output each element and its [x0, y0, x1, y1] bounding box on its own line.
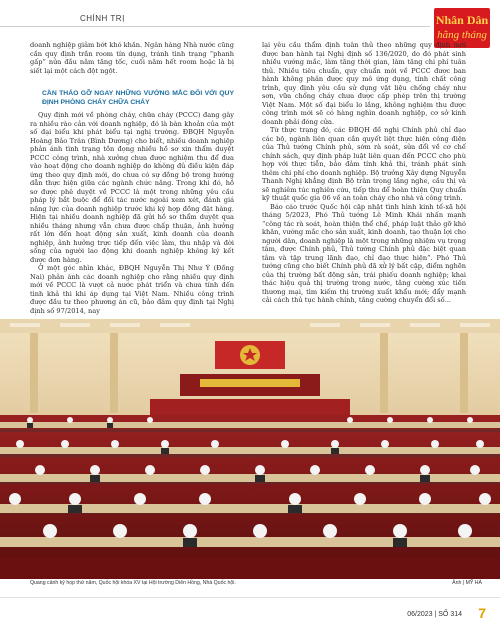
paragraph: Quy định mới về phòng cháy, chữa cháy (PCCC) đang gây ra nhiều rào cản với doanh nghiệp, đó là bàn khoản của một số đại biểu khi phát biểu tại nghị trường. ĐBQH Nguyễn Hoàng Bảo Trân (Bình Dương) cho biết, nhiều doanh nghiệp phản ánh tình trạng tồn đọng nhiều hồ sơ xin thẩm duyệt PCCC công trình, nhà xưởng chưa được nghiệm thu để đưa vào hoạt động cho doanh nghiệp do không đủ điều kiện đáp ứng theo quy định mới, do chưa có sự đồng bộ trong hướng dẫn thực hiện giữa các ngành chức năng. Trong khi đó, hồ sơ được phê duyệt về PCCC là một trong những yêu cầu pháp lý bắt buộc để đối tác nước ngoài xem xét, đánh giá năng lực của doanh nghiệp trước khi ký hợp đồng đặt hàng. Hiện tại nhiều doanh nghiệp đã gửi hồ sơ thẩm duyệt qua nhiều tháng nhưng vẫn chưa được chấp thuận, ảnh hưởng rất lớn đến hoạt động sản xuất, kinh doanh của doanh nghiệp, ảnh hưởng trực tiếp đến việc làm, thu nhập và đời sống của người lao động khi doanh nghiệp không ký kết được đơn hàng.: [30, 111, 234, 264]
paragraph: Ở một góc nhìn khác, ĐBQH Nguyễn Thị Như Ý (Đồng Nai) phản ánh các doanh nghiệp cho rằng nhiều quy định mới về PCCC là vượt cả nước phát triển và chưa tính đến tình khả thi khi áp dụng tại Việt Nam. Nhiều công trình được đầu tư theo phương án cũ, bảo đảm quy định tại Nghị định số 97/2014, nay: [30, 264, 234, 315]
article-left-column: [30, 41, 234, 315]
paragraph: doanh nghiệp giảm bớt khó khăn. Ngân hàng Nhà nước cũng cần quy định trần room tín dụng, tránh tình trạng “phanh gấp” nửa đầu năm tăng tốc, cuối năm hết room hoặc là bị siết lại một cách đột ngột.: [30, 41, 234, 75]
article-subheading: CẦN THÁO GỠ NGAY NHỮNG VƯỚNG MẮC ĐỐI VỚI QUY ĐỊNH PHÒNG CHÁY CHỮA CHÁY: [42, 90, 234, 106]
logo-subtitle: hằng tháng: [437, 29, 487, 41]
logo-title: Nhân Dân: [435, 13, 489, 27]
national-assembly-hall-photo: [0, 319, 500, 579]
page-number: 7: [478, 605, 486, 621]
article-right-column: [262, 41, 466, 305]
photo-credit: Ảnh | MỸ HÀ: [452, 580, 482, 586]
paragraph: lại yêu cầu thẩm định tuân thủ theo những quy định mới được ban hành tại Nghị định số 136/2020, do đó phát sinh nhiều vướng mắc, làm tăng thời gian, làm tăng chi phí tuân thủ. Nhiều tiêu chuẩn, quy chuẩn mới về PCCC được ban hành không phân được quy mô ứng dụng, tính chất công trình, quy định yêu cầu sử dụng vật liệu chống cháy như sơn, vữa chống cháy chưa được cấp phép trên thị trường Việt Nam. Một số đại biểu lo lắng, không nghiệm thu được công trình mới sẽ có hàng nghìn doanh nghiệp, cơ sở kinh doanh phải đóng cửa.: [262, 41, 466, 126]
paragraph: Từ thực trạng đó, các ĐBQH đề nghị Chính phủ chỉ đạo các bộ, ngành liên quan cần quyết liệt thực hiện công điện của Thủ tướng Chính phủ, sớm rà soát, sửa đổi về cơ chế chính sách, quy định pháp luật liên quan đến PCCC cho phù hợp với thực tiễn, bảo đảm tính khả thi, tránh phát sinh thêm chi phí cho doanh nghiệp. Bộ trưởng Xây dựng Nguyễn Thanh Nghị khẳng định Bộ trân trọng lắng nghe, cầu thị và sẽ nghiêm túc nghiên cứu, tiếp thu để hoàn thiện Quy chuẩn kỹ thuật quốc gia 06 về an toàn cháy cho nhà và công trình.: [262, 126, 466, 202]
footer-rule: [0, 597, 500, 598]
section-rule: [0, 26, 430, 27]
section-label: CHÍNH TRỊ: [80, 14, 125, 23]
paragraph: Báo cáo trước Quốc hội cập nhật tình hình kinh tế-xã hội tháng 5/2023, Phó Thủ tướng Lê Minh Khái nhấn mạnh “công tác rà soát, hoàn thiện thể chế, pháp luật thảo gỡ khó khăn, vướng mắc cho sản xuất, kinh doanh, tạo thuận lợi cho người dân, doanh nghiệp là một trong những nhiệm vụ trọng tâm, được Chính phủ, Thủ tướng Chính phủ đặc biệt quan tâm và tập trung lãnh đạo, chỉ đạo thực hiện”. Phó Thủ tướng cũng cho biết Chính phủ đã xử lý bất cập, điểm nghẽn của thị trường bất động sản, trái phiếu doanh nghiệp; khai thác hiệu quả thị trường trong nước, tăng cường xúc tiến thương mại, tìm kiếm thị trường xuất khẩu mới; đẩy mạnh cải cách thủ tục hành chính, tăng cường chuyển đổi số...: [262, 202, 466, 304]
issue-info: 06/2023 | SỐ 314: [407, 611, 462, 618]
photo-caption: Quang cảnh kỳ họp thứ năm, Quốc hội khóa XV tại Hội trường Diên Hồng, Nhà Quốc hội.: [30, 580, 236, 586]
